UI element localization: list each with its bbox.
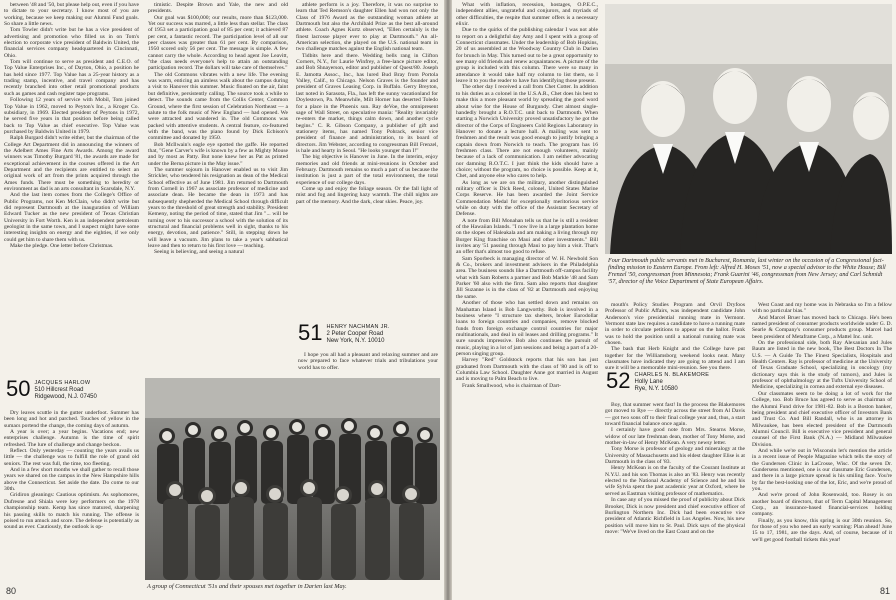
paragraph: West Coast and my home was in Nebraska so I'm a fellow with no particular bias." [752,302,892,315]
paragraph: As long as we are on the military, another distinguished military officer is Dick Reed, colonel, United States Marine Corps Reserve. He has been awarded the Joint Service Commendation Medal for exceptionally meritorious service while on duty with the office of the Assistant Secretary of Defense. [456,179,598,218]
paragraph: The bash that Herb Knight and the College have put together for the Williamsborg weekend looks neat. Many classmates have indicated they are going to attend and I am sure it will be a memorable mini-reunion. See you there. [605,346,745,372]
paragraph: Another of those who has settled down and remains on Manhattan Island is Bob Langworthy. Bob is involved in a business where "I structure tax shelters, broker Eurodollar loans to foreign countries and companies, remove blocked funds from foreign exchange control countries for major multinationals, and deal in oil leases and drilling programs." It sure sounds impressive. Bob also continues the pursuit of music, playing in a lot of jam sessions and being a part of a 20-person singing group. [456,300,598,357]
group-photo-illustration [145,378,440,580]
paragraph: Henry McKean is on the faculty of the Courant Institute at N.Y.U. and his son Thomas is also an '83. Henry was recently elected to the National Academy of Science and he and his wife Sylvia spent the past academic year at Oxford, where he served as Eastman visiting professor of mathematics. [605,465,745,497]
page-number-left: 80 [6,586,17,596]
paragraph: Finally, as you know, this spring is our 30th reunion. So, for those of you who need an early warning: Plan ahead! June 15 to 17, 1981, are the days. And, of course, because of it we'll get good football tickets this year! [752,517,892,543]
paragraph: Harvey "Red" Goldstock reports that his son has just graduated from Dartmouth with the class of '80 and is off to Columbia Law School. Daughter Anne got married in August and is moving to Palm Beach to live. [456,357,598,383]
paragraph: Make the pledge. One letter before Christmas. [10,243,114,250]
paragraph: The old Commons vibrates with a new life. The evening was warm, enticing an aimless walk about the campus during a visit to Hanover this summer. Music floated on the air, faint but definitive, persistently calling. The source took a while to detect. The sounds came from the Collis Center, Common Ground, where the first session of Celebration Northeast — a salute to the folk music of New England — had opened. We were attracted and wandered in. The old Commons was packed with attentive students. A central feature, co-featured with the band, was the piano found by Dick Ecbison's committee and donated by 1950. [148,71,288,142]
paragraph: Following 12 years of service with Mobil, Tom joined Top Value in 1962, moved to Peyton's Inc., a Kroger Co. subsidiary, in 1969. Elected president of Peytons in 1972, he served five years in that position before being called back to Top Value as chief executive. Top Value was purchased by Baldwin United in 1979. [4,97,139,135]
address-line: Holly Lane [634,379,663,385]
binding-gutter [444,0,452,600]
paragraph: And the last item comes from the College's Office of Public Programs, not Ken McClain, who didn't write but did represent Dartmouth at the inauguration of William Edward Tucker as the new president of Texas Christian University in Fort Worth. Ken is an independent petroleum geologist in the same town, and I suspect might have some interesting insights on energy and the eighties, if we only could get him to share them with us. [4,192,139,243]
left-col3-top [296,2,438,205]
officials-photo-caption: Four Dartmouth public servants met in Bucharest, Romania, last winter on the occasion of a Congressional fact-finding mission to Eastern Europe. From left: Alfred H. Moses '51, now a special advisor to the White House; Bill Frenzel '50, congressman from Minnesota; Frank Guarini '46, congressman from New Jersey; and Carl Schmidt '57, director of the Voice Department of State European Affairs. [608,258,886,285]
class-secretary-name: JACQUES HARLOW [34,380,91,386]
paragraph: Frank Smallwood, who is chairman of Dart- [462,382,561,389]
group-photo-caption: A group of Connecticut '51s and their spouses met together in Darien last May. [147,583,347,590]
paragraph: The summer sojourn in Hanover enabled us to visit Jim Strickler, who tendered his resignation as dean of the Medical School effective as of June 1981. Jim returned to Dartmouth from Cornell in 1967 as associate professor of medicine and associate dean. He became the dean in 1973 and has subsequently shepherded the Medical School through difficult years to the threshold of great strength and stability. President Kemeny, noting the period of time, stated that Jim "... will be turning over to his successor a school with the solution of its structural and financial problems well in sight, thanks to his energy, devotion, and patience." Still, in stepping down he will leave a vacuum. Jim plans to take a year's sabbatical leave and then to return to his first love — teaching. [148,166,288,250]
class-52-address-box [606,370,746,393]
class-number: 50 [6,376,31,401]
paragraph: The big objective is Hanover in June. In the interim, enjoy memories and old friends at mini-reunions in October and February. Dartmouth remains so much a part of us because the institution is just a part of the total environment, the total experience of our college days. [296,154,438,186]
officials-photo-illustration [605,4,892,254]
right-col2-after-box [605,402,745,535]
paragraph: Boy, that summer went fast! In the process the Blakemores got moved to Rye — directly across the street from Al Davis — got two sons off to their final college year and, thus, a start toward financial balance once again. [605,402,745,428]
paragraph: And we're proud of John Rosenwald, too. Rosey is on another board of directors, that of Term Capital Management Corp., an insurance-based financial-services holding company. [752,492,892,518]
paragraph: Tom will continue to serve as president and C.E.O. of Top Value Enterprises Inc., of Dayton, Ohio, a position he has held since 1977. Top Value has a 25-year history as a trading stamp, incentive, and travel company and has recently branched into other retail promotional products such as games and cash register tape programs. [4,59,139,97]
class-50-address-box [6,378,136,401]
paragraph: between '48 and '50, but please help out, even if you have to dictate to your secretary. I know most of you are working, because we keep making our Alumni Fund goals. So share a little news. [4,2,139,28]
class-secretary-name: CHARLES N. BLAKEMORE [634,372,710,378]
left-col3-bottom [298,352,438,371]
class-number: 52 [606,368,631,393]
paragraph: Sam Sporbeck is managing director of W. H. Newbold Son & Co., brokers and investment advisers in the Philadelphia area. The business sounds like a Dartmouth off-campus facility what with Sam Roberts a partner and Bob Markle '48 and Sam Parker '60 also with the firm. Sam also reports that daughter Jill Suzanne is in the class of '82 at Dartmouth and enjoying the same. [456,255,598,300]
paragraph: Reflect. Only yesterday — counting the years avails us little — the challenge was to fulfill the role of grand old seniors. The rest was full, the time, too fleeting. [4,448,139,467]
paragraph: The other day I received a call from Chet Cotter. In addition to his duties as a colonel in the U.S.A.R., Chet does his best to make this a more pleasant world by spreading the good word about wine for the House of Burgundy. Chet almost single-handedly brought a R.O.T.C. unit back to Dartmouth. When starting a Norwich University proved unsatisfactory he got the director of the Corps of Engineers Cold Regions Laboratory in Hanover to donate a lecture hall. A mailing was sent to freshmen and the result was good enough to justify bringing a captain down from Norwich to teach. The program has 16 freshmen class. There are not enough volunteers, mainly because of a lack of communication. I am neither advocating nor damning R.O.T.C. I just think the kids should have a choice; without the program, no choice is possible. Keep at it, Chet, and anyone else who cares to help. [456,84,598,180]
class-secretary-name: HENRY NACHMAN JR. [326,324,390,330]
paragraph: Tony Morse is professor of geology and mineralogy at the University of Massachusetts and his eldest daughter Elise is at Dartmouth in the class of '83. [605,446,745,466]
class-51-address-box [298,322,438,345]
right-col1 [456,2,598,389]
paragraph: Our classmates seem to be doing a lot of work for the College, too. Bob Bruce has agreed to serve as chairman of the Alumni Fund drive for 1981-82. Bob is a Boston banker, being president and chief executive officer of Investors Bank and Trust Co. And Bill Randall, who is an attorney in Milwaukee, has been elected president of the Dartmouth Alumni Council. Bill is executive vice president and general counsel of the First Bank (N.A.) — Midland Milwaukee Division. [752,390,892,448]
paragraph: And in a few short months we shall gather to recall those years we shared on the campus in the New Hampshire hills above the Connecticut. Set aside the date. Do come to our 30th. [4,467,139,493]
address-line: Rye, N.Y. 10580 [634,386,678,392]
address-line: Ridgewood, N.J. 07450 [34,394,97,400]
paragraph: I hope you all had a pleasant and relaxing summer and are now prepared to face whatever trials and tribulations your world has to offer. [298,352,438,371]
paragraph: Ralph Burgard didn't write either, but the chairman of the College Art Department did in announcing the winners of the Adelbert Ames Fine Arts Awards. Among the award winners was Timothy Burgard '81, the awards are made for exceptional achievement in the courses offered in the Art Department and the recipients are entitled to select an original work of art from the prints acquired through the Ames funds. There must be something to heredity or environment as dad is an arts consultant in Scarsdale, N.Y. [4,135,139,192]
paragraph: Bob McIlwain's eagle eye spotted the gaffe. He reported that, "Gene Carver's wife is known by a few as Mighty Mouse and by most as Patty. But none knew her as Pat as printed under the Berna picture in the May issue." [148,141,288,167]
page-number-right: 81 [879,586,890,596]
paragraph: Tidbits here and there. Wedding bells rang in Clifton Corners, N.Y., for Laurie Winfrey, a free-lance picture editor, and Bob Shnayerson, editor and publisher of Quest/80. Joseph E. Jamotta Assoc., Inc., has lured Bud Bray from Portola Valley, Calif., to Chicago. Nelson Graves is the founder and president of Graves Leasing Corp. in Buffalo. Gerry Breyton, last noted in Sarasota, Fla., has left the sunny vacationland for Doylestown, Pa. Meanwhile, Milt Horner has deserted Toledo for a place in the Phoenix sun. Ray deVoe, the omnipresent sage of Wall Street, on speculative mania: "Reality invariably re-enters the market, things calm down, and another cycle begins." C. R. Gibson Company, a publisher of gift and stationery items, has named Tony Pohrack, senior vice president of finance and administration, to its board of directors. Jim Webster, according to congressman Bill Frenzel, is hale and hearty in Seoul. "He looks younger than I!" [296,52,438,154]
paragraph: Tom Towler didn't write but he has a vice president of advertising and promotion who filled us in on Tom's election to corporate vice president of Baldwin United, the financial services company headquartered in Cincinnati, Ohio. [4,27,139,59]
paragraph: Come up and enjoy the foliage season. Or the fall light of mist and fog and lingering hazy warmth. The chill nights are part of the memory. And the dark, clear skies. Peace, joy. [296,185,438,205]
paragraph: What with inflation, recession, hostages, O.P.E.C., independent allies, ungrateful and conjurors, and myriads of other difficulties, the respite that summer offers is a necessary elixir. [456,2,598,28]
paragraph: Dry leaves scuttle in the gutter underfoot. Summer has been long and hot and parched. Touches of yellow in the sumacs portend the change, the coming days of autumn. [4,410,139,429]
paragraph: mouth's Policy Studies Program and Orvil Dryfoos Professor of Public Affairs, was independent candidate John Anderson's vice presidential running mate in Vermont. Vermont state law requires a candidate to have a running mate in order to circulate petitions to appear on the ballot. Frank was to hold the position until a national running mate was chosen. [605,302,745,347]
paragraph: timistic. Despite Brown and Yale, the new and old presidents. [148,2,288,15]
right-col2 [605,302,745,372]
paragraph: A year is over; a year begins. Vacations end; new enterprises challenge. Autumn is the time of spirit refreshed. The lure of challenge and change beckon. [4,429,139,448]
class-number: 51 [298,320,323,345]
paragraph: A note from Bill Monahan tells us that he is still a resident of the Hawaiian Islands. "I now live in a large plantation home on the slopes of Haleakala and am making a living through my Burger King franchise on Maui and other investments." Bill invites any '51 passing through Maui to pay him a visit. That's an offer that's almost too good to refuse. [456,217,598,256]
group-photo [145,378,440,580]
officials-photo [605,4,892,254]
paragraph: athlete perform is a joy. Therefore, it was no surprise to learn that Ted Remson's daughter Ellen had won not only the Class of 1976 Award as the outstanding woman athlete at Dartmouth but also the Archibald Prize as the best all-around athlete. Coach Agnes Kurtz observed, "Ellen certainly is the finest lacrosse player ever to play at Dartmouth." An all-American selection, she played on the U.S. national team in two challenge matches against the English national team. [296,2,438,53]
paragraph: Gridiron gleanings: Cautious optimism. As sophomores, Dufresne and Shiala were key performers on the 1978 championship team. Kemp has since matured, sharpening his passing skills to match his running. The offense is poised to run amuck and score. The defense is potentially as sound as ever. Cautiously, the outlook is op- [4,492,139,531]
left-page [0,0,444,600]
left-col1-top [4,2,139,249]
address-line: 2 Peter Cooper Road [326,331,384,337]
paragraph: I certainly have good note from Mrs. Stearns Morse, widow of our late freshman dean, mother of Tony Morse, and mother-in-law of Henry McKean. A very newsy letter. [605,427,745,447]
paragraph: And while we're out in Wisconsin let's mention the article in a recent issue of People Magazine which tells the story of the Gundersen Clinic in LaCrosse, Wisc. Of the seven Dr. Gundersens mentioned, one is our classmate Eric Gundersen, and there in a large picture spread is his smiling face. You're by far the best-looking one of the lot, Eric, and we're proud of you. [752,447,892,492]
right-col3 [752,302,892,543]
left-col1-bottom [4,410,139,531]
address-line: New York, N.Y. 10010 [326,338,385,344]
paragraph: In case any of you missed the proof of publicity about Dick Brooker, Dick is now president and chief executive officer of Burlington Northern Inc. Dick had been executive vice president of Atlantic Richfield in Los Angeles. Now, his new position will move him to St. Paul. Dick says of the physical move: "We've lived on the East Coast and on the [605,497,745,535]
paragraph: On the professional side, both Ray Alexanian and Jules Baum are listed in the new book, The Best Doctors In The U.S. — A Guide To The Finest Specialists, Hospitals and Health Centers. Ray is professor of medicine at the University of Texas Graduate School, specializing in oncology (my dictionary says this is the study of tumors), and Jules is professor of ophthalmology at the Tufts University School of Medicine, specializing in cornea and external eye diseases. [752,340,892,391]
paragraph: And Marcel Bruer has moved back to Chicago. He's been named president of consumer products worldwide under G. D. Searle & Company's consumer products group. Marcel had been president of Metaframe Corp., a Mattel Inc. unit. [752,314,892,340]
paragraph: Our goal was $100,000; our results, more than $123,000. Yet our success was marred, a little less than stellar. The class of 1953 set a participation goal of 85 per cent; it achieved 87 per cent, a fantastic record. The participation level of all our peer classes was greater than 61 per cent. By comparison, 1950 scored only 56 per cent. The message is simple. A few cannot carry the whole. According to head agent Joe Leavitt, "the class needs everyone's help to attain an outstanding participation record. The dollars will take care of themselves." [148,14,288,72]
paragraph: Due to the quirks of the publishing calendar I was not able to report on a delightful day Amy and I spent with a group of Connecticut classmates. Under the leadership of Bob Hopkins, 20 of us assembled at the Woodway Country Club in Darien for brunch in May. This turned out to be a great opportunity to see many old friends and renew acquaintances. A picture of the group is included with this column. There were so many in attendance it would take half my column to list them, so I leave it to you the reader to have fun identifying those present. [456,27,598,85]
address-line: 510 Hillcrest Road [34,387,84,393]
right-page [452,0,896,600]
paragraph: Seeing is believing, and seeing a natural [154,249,244,256]
left-col2-top [148,2,288,256]
